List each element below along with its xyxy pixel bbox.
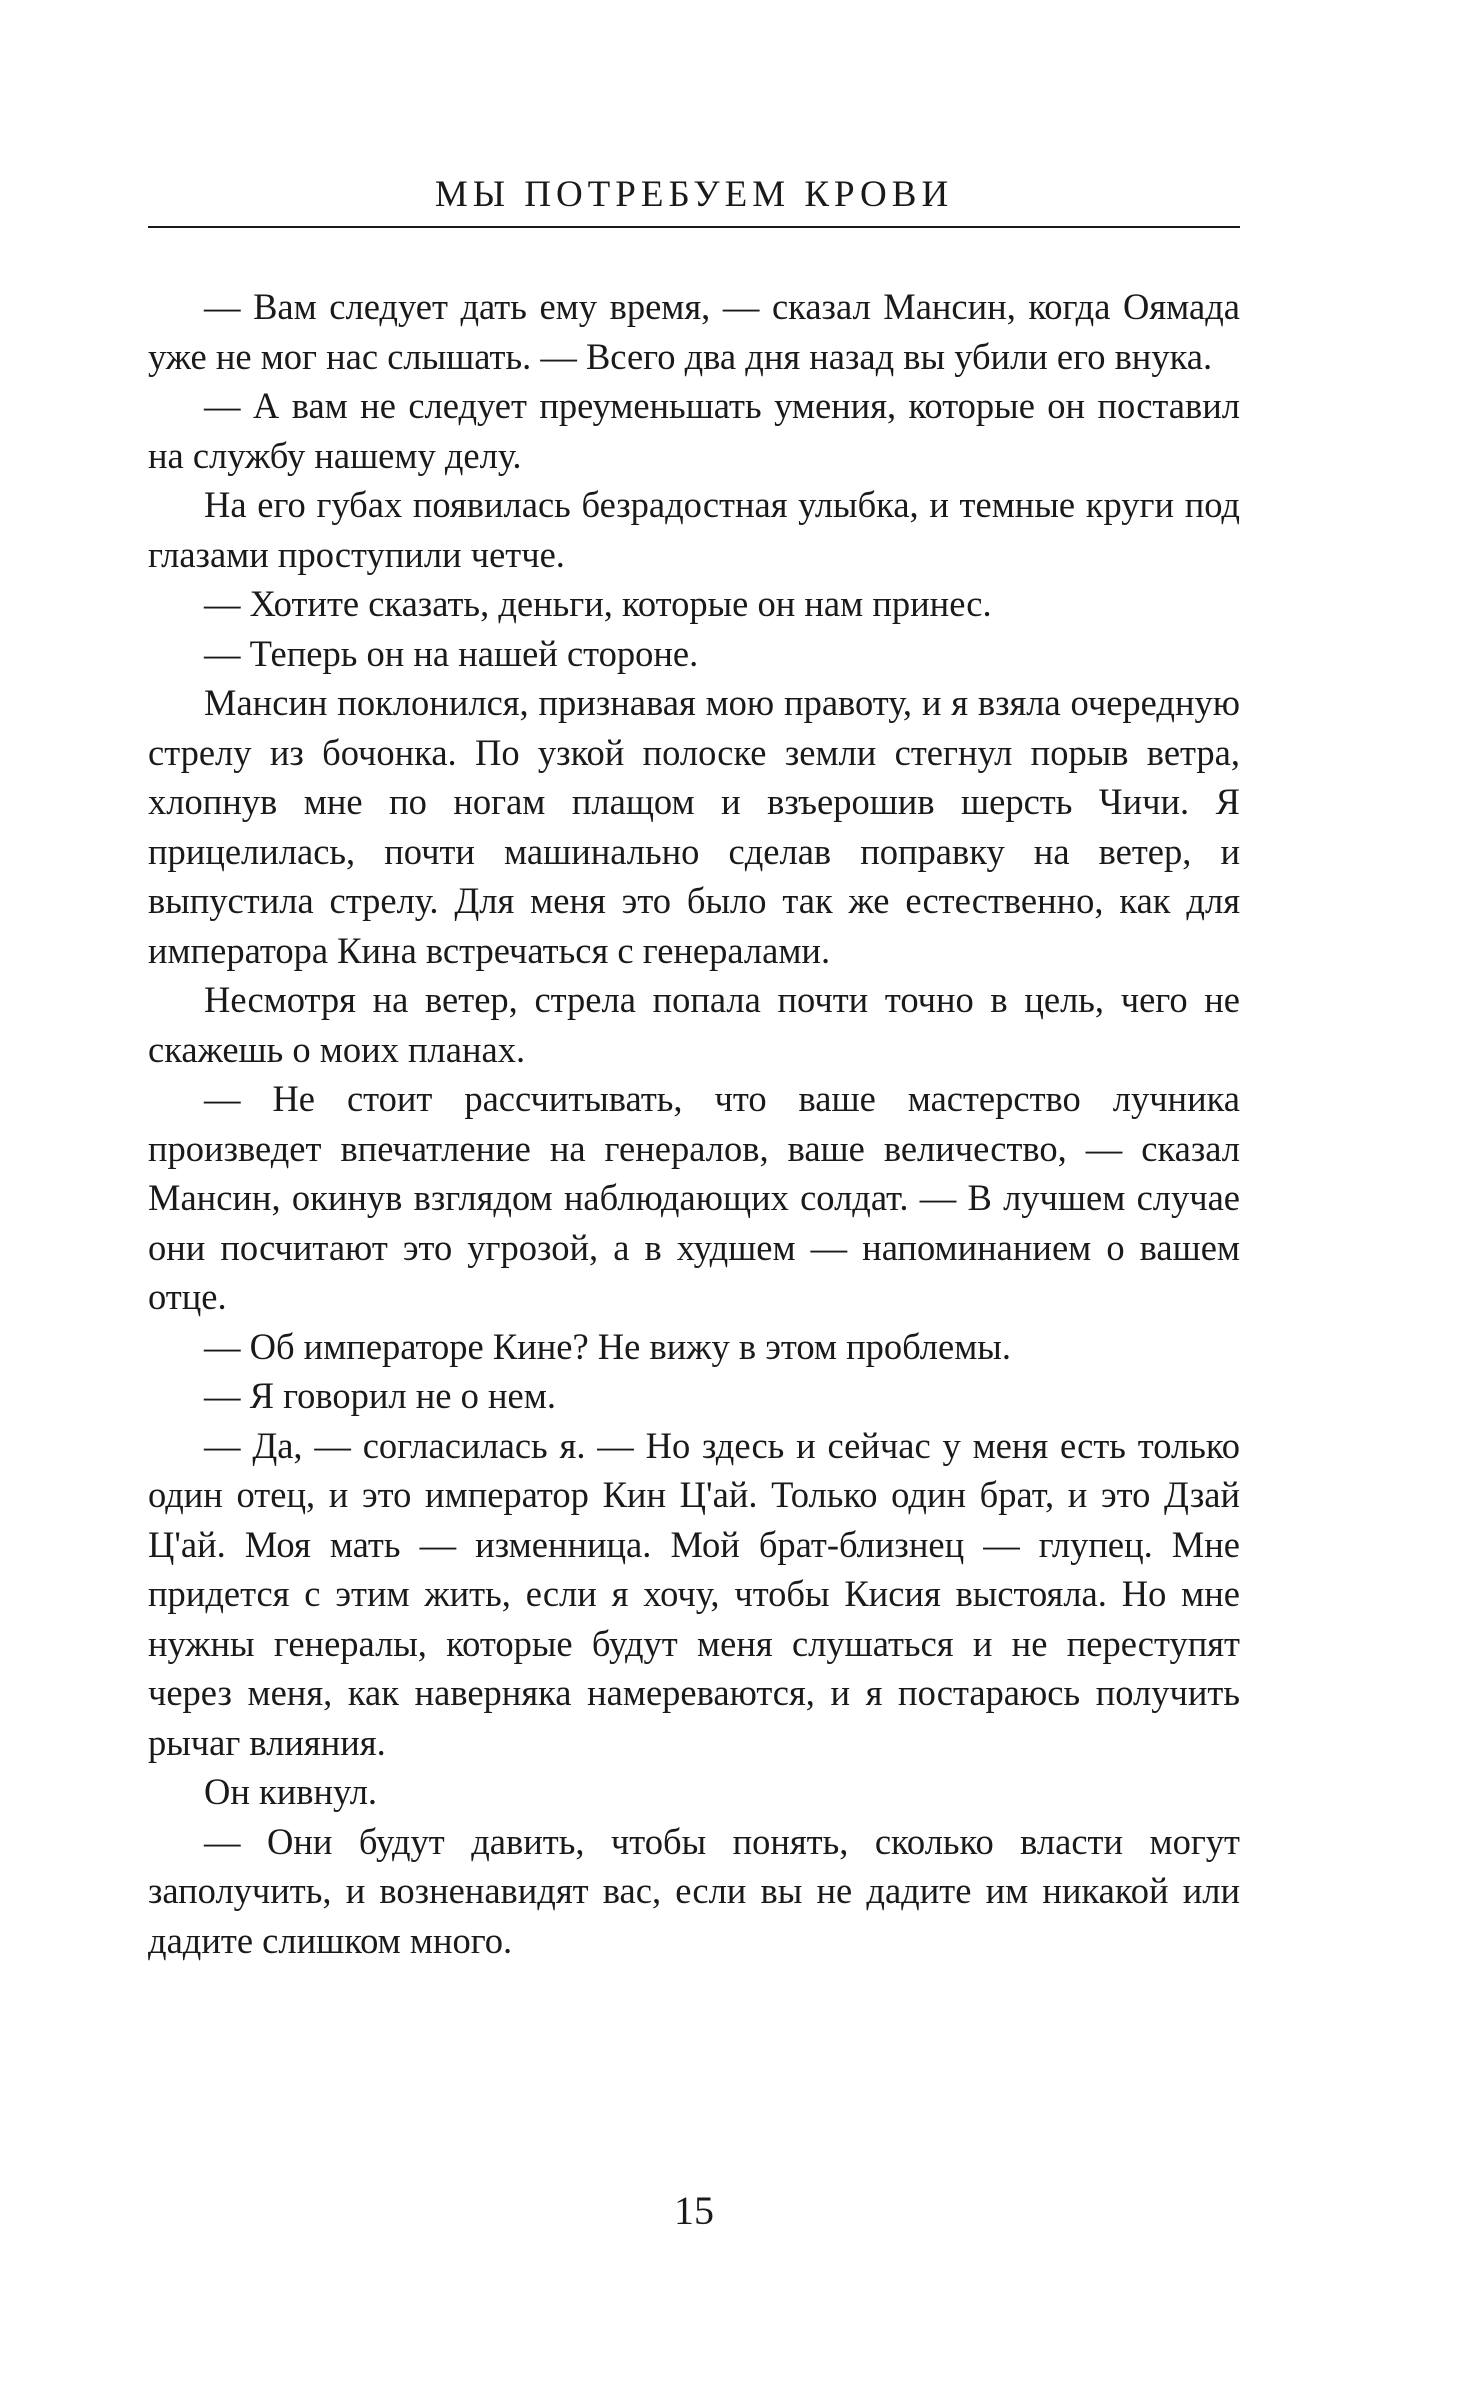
paragraph: — Не стоит рассчитывать, что ваше мастерство лучника произведет впечатление на генералов, ваше величество, — сказал Мансин, окинув взглядом наблюдающих солдат. — В лучшем случае они посчитают это угрозой, а в худшем — напоминанием о вашем отце.: [148, 1078, 1240, 1317]
paragraph: — Теперь он на нашей стороне.: [204, 632, 699, 674]
paragraph: — Хотите сказать, деньги, которые он нам принес.: [204, 583, 992, 624]
paragraph: Несмотря на ветер, стрела попала почти точно в цель, чего не скажешь о моих планах.: [148, 979, 1240, 1070]
paragraph: — Да, — согласилась я. — Но здесь и сейчас у меня есть только один отец, и это император Кин Ц'ай. Только один брат, и это Дзай Ц'ай. Моя мать — изменница. Мой брат-близнец — глупец. Мне придется с этим жить, если я хочу, чтобы Кисия выстояла. Но мне нужны генералы, которые будут меня слушаться и не переступят через меня, как наверняка намереваются, и я постараюсь получить рычаг влияния.: [148, 1424, 1240, 1763]
paragraph: Он кивнул.: [204, 1771, 378, 1812]
paragraph: — А вам не следует преуменьшать умения, которые он поставил на службу нашему делу.: [148, 385, 1240, 476]
paragraph: — Я говорил не о нем.: [204, 1375, 556, 1416]
paragraph: Мансин поклонился, признавая мою правоту, и я взяла очередную стрелу из бочонка. По узкой полоске земли стегнул порыв ветра, хлопнув мне по ногам плащом и взъерошив шерсть Чичи. Я прицелилась, почти машинально сделав поправку на ветер, и выпустила стрелу. Для меня это было так же естественно, как для императора Кина встречаться с генералами.: [148, 682, 1240, 971]
body-text: [148, 282, 1240, 1965]
paragraph: На его губах появилась безрадостная улыбка, и темные круги под глазами проступили четче.: [148, 484, 1240, 575]
paragraph: — Они будут давить, чтобы понять, сколько власти могут заполучить, и возненавидят вас, если вы не дадите им никакой или дадите слишком много.: [148, 1820, 1240, 1961]
running-head: МЫ ПОТРЕБУЕМ КРОВИ: [434, 174, 954, 215]
paragraph: — Об императоре Кине? Не вижу в этом проблемы.: [204, 1325, 1011, 1367]
paragraph: — Вам следует дать ему время, — сказал Мансин, когда Оямада уже не мог нас слышать. — Всего два дня назад вы убили его внука.: [148, 286, 1240, 377]
header-rule: [148, 226, 1240, 228]
page-number: 15: [674, 2188, 714, 2233]
